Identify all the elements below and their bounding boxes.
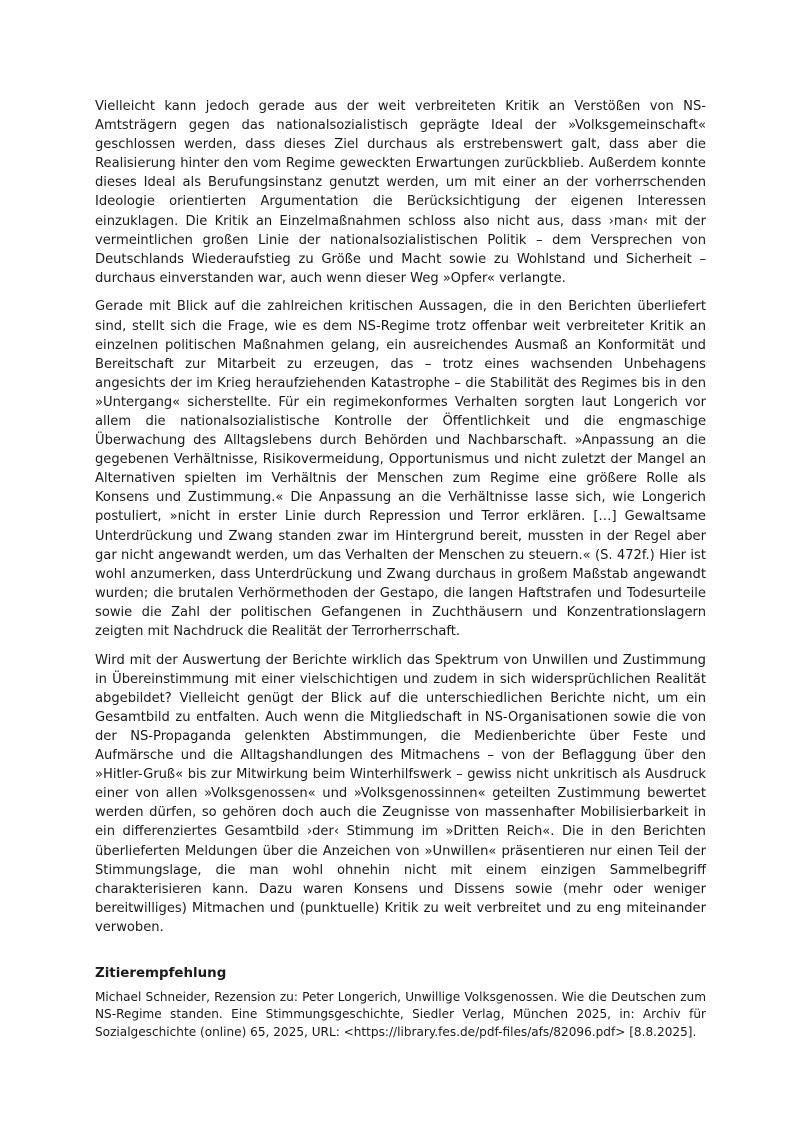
page-content [95,97,706,1041]
citation-heading: Zitierempfehlung [95,966,227,982]
body-paragraph-1: Vielleicht kann jedoch gerade aus der weit verbreiteten Kritik an Verstößen von NS-Amtsträgern gegen das nationalsozialistisch geprägte Ideal der »Volksgemeinschaft« geschlossen werden, dass dieses Ziel durchaus als erstrebenswert galt, dass aber die Realisierung hinter den vom Regime geweckten Erwartungen zurückblieb. Außerdem konnte dieses Ideal als Berufungsinstanz genutzt werden, um mit einer an der vorherrschenden Ideologie orientierten Argumentation die Berücksichtigung der eigenen Interessen einzuklagen. Die Kritik an Einzelmaßnahmen schloss also nicht aus, dass ›man‹ mit der vermeintlichen großen Linie der nationalsozialistischen Politik – dem Versprechen von Deutschlands Wiederaufstieg zu Größe und Macht sowie zu Wohlstand und Sicherheit – durchaus einverstanden war, auch wenn dieser Weg »Opfer« verlangte. [95,99,706,286]
body-paragraph-3: Wird mit der Auswertung der Berichte wirklich das Spektrum von Unwillen und Zustimmung in Übereinstimmung mit einer vielschichtigen und zudem in sich widersprüchlichen Realität abgebildet? Vielleicht genügt der Blick auf die unterschiedlichen Berichte nicht, um ein Gesamtbild zu entfalten. Auch wenn die Mitgliedschaft in NS-Organisationen sowie die von der NS-Propaganda gelenkten Abstimmungen, die Medienberichte über Feste und Aufmärsche und die Alltagshandlungen des Mitmachens – von der Beflaggung über den »Hitler-Gruß« bis zur Mitwirkung beim Winterhilfswerk – gewiss nicht unkritisch als Ausdruck einer von allen »Volksgenossen« und »Volksgenossinnen« geteilten Zustimmung bewertet werden dürfen, so gehören doch auch die Zeugnisse von massenhafter Mobilisierbarkeit in ein differenziertes Gesamtbild ›der‹ Stimmung im »Dritten Reich«. Die in den Berichten überlieferten Meldungen über die Anzeichen von »Unwillen« präsentieren nur einen Teil der Stimmungslage, die man wohl ohnehin nicht mit einem einzigen Sammelbegriff charakterisieren kann. Dazu waren Konsens und Dissens sowie (mehr oder weniger bereitwilliges) Mitmachen und (punktuelle) Kritik zu weit verbreitet und zu eng miteinander verwoben. [95,652,706,935]
citation-text: Michael Schneider, Rezension zu: Peter Longerich, Unwillige Volksgenossen. Wie die Deutschen zum NS-Regime standen. Eine Stimmungsgeschichte, Siedler Verlag, München 2025, in: Archiv für Sozialgeschichte (online) 65, 2025, URL: <https://library.fes.de/pdf-files/afs/82096.pdf> [8.8.2025]. [95,990,706,1039]
body-paragraph-2: Gerade mit Blick auf die zahlreichen kritischen Aussagen, die in den Berichten überliefert sind, stellt sich die Frage, wie es dem NS-Regime trotz offenbar weit verbreiteter Kritik an einzelnen politischen Maßnahmen gelang, ein ausreichendes Ausmaß an Konformität und Bereitschaft zur Mitarbeit zu erzeugen, das – trotz eines wachsenden Unbehagens angesichts der im Krieg heraufziehenden Katastrophe – die Stabilität des Regimes bis in den »Untergang« sicherstellte. Für ein regimekonformes Verhalten sorgten laut Longerich vor allem die nationalsozialistische Kontrolle der Öffentlichkeit und die engmaschige Überwachung des Alltagslebens durch Behörden und Nachbarschaft. »Anpassung an die gegebenen Verhältnisse, Risikovermeidung, Opportunismus und nicht zuletzt der Mangel an Alternativen spielten im Verhältnis der Menschen zum Regime eine größere Rolle als Konsens und Zustimmung.« Die Anpassung an die Verhältnisse lasse sich, wie Longerich postuliert, »nicht in erster Linie durch Repression und Terror erklären. […] Gewaltsame Unterdrückung und Zwang standen zwar im Hintergrund bereit, mussten in der Regel aber gar nicht angewandt werden, um das Verhalten der Menschen zu steuern.« (S. 472f.) Hier ist wohl anzumerken, dass Unterdrückung und Zwang durchaus in großem Maßstab angewandt wurden; die brutalen Verhörmethoden der Gestapo, die langen Haftstrafen und Todesurteile sowie die Zahl der politischen Gefangenen in Zuchthäusern und Konzentrationslagern zeigten mit Nachdruck die Realität der Terrorherrschaft. [95,299,706,640]
